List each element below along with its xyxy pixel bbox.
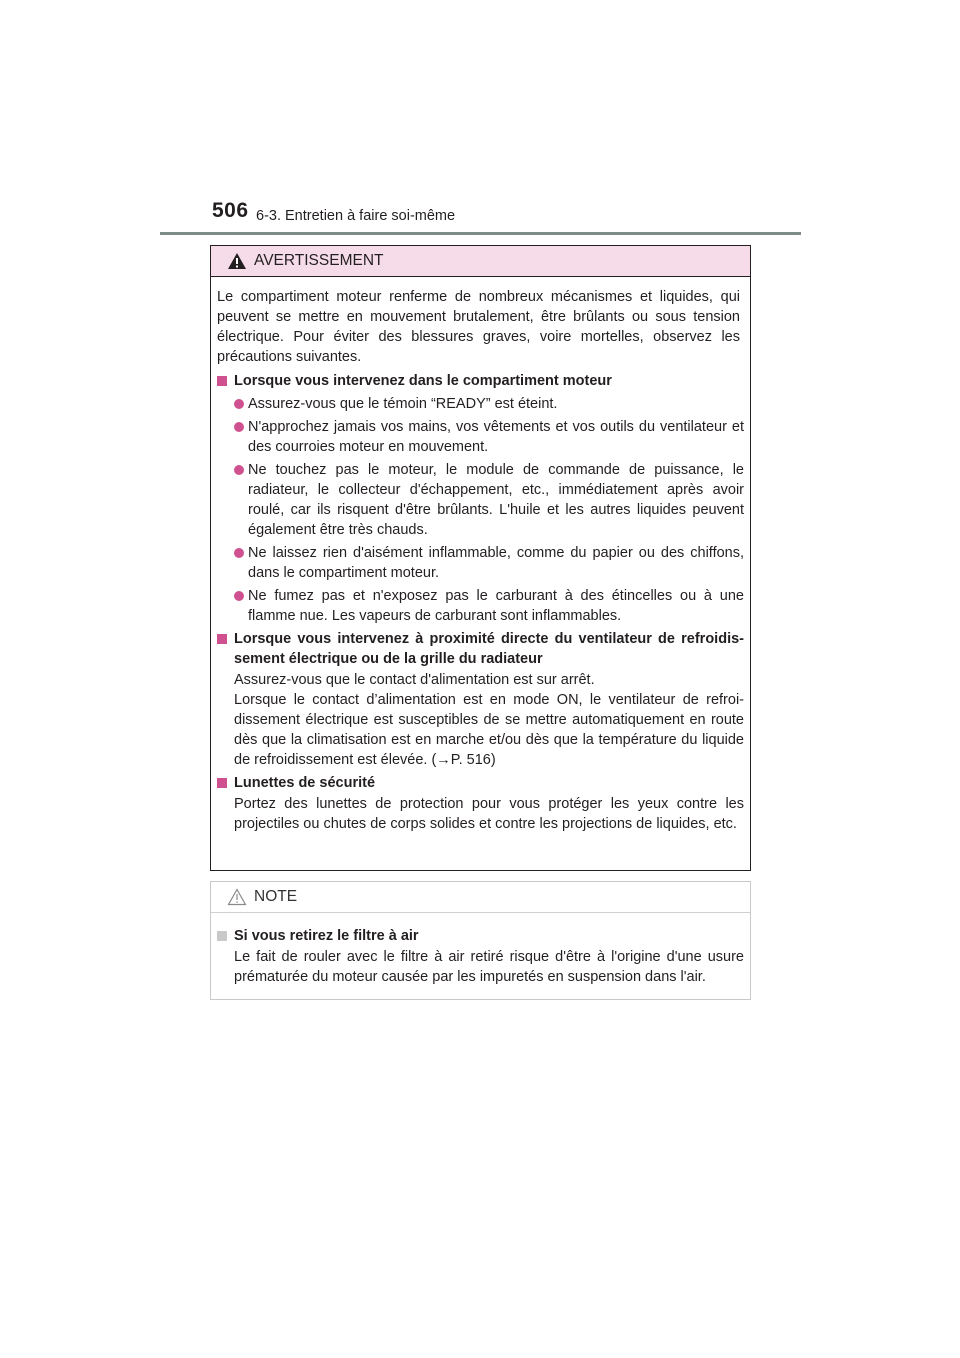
warning-section-safety-glasses <box>217 773 744 834</box>
section-text: Lorsque le contact d’alimentation est en mode ON, le ventilateur de refroi-dissement électrique est susceptibles de se mettre automatiquement en route dès que la climatisation est en marche et/ou dès que la température du liquide de refroidissement est élevée. (→P. 516) <box>234 692 744 768</box>
square-bullet-icon <box>217 778 227 788</box>
page-number: 506 <box>212 199 249 222</box>
round-bullet-icon <box>234 465 244 475</box>
warning-triangle-icon <box>227 252 247 270</box>
note-box <box>210 881 751 1000</box>
note-section-air-filter <box>217 926 744 987</box>
list-item: Ne fumez pas et n'exposez pas le carburant à des étincelles ou à une flamme nue. Les vapeurs de carburant sont inflammables. <box>234 586 744 626</box>
section-text: Assurez-vous que le contact d'alimentation est sur arrêt. <box>234 672 595 688</box>
warning-section-engine-compartment <box>217 371 744 626</box>
section-text: Le fait de rouler avec le filtre à air retiré risque d'être à l'origine d'une usure prématurée du moteur causée par les impuretés en suspension dans l'air. <box>234 949 744 985</box>
list-item: N'approchez jamais vos mains, vos vêtements et vos outils du ventilateur et des courroies moteur en mouvement. <box>234 417 744 457</box>
section-title: Lorsque vous intervenez dans le compartiment moteur <box>234 373 612 389</box>
note-title: NOTE <box>254 888 298 905</box>
warning-section-cooling-fan <box>217 629 744 770</box>
section-title: Si vous retirez le filtre à air <box>234 928 419 944</box>
warning-body <box>211 277 750 834</box>
round-bullet-icon <box>234 591 244 601</box>
warning-box <box>210 245 751 871</box>
square-bullet-icon <box>217 376 227 386</box>
note-body <box>211 913 750 987</box>
square-bullet-icon <box>217 634 227 644</box>
header-rule <box>160 232 801 235</box>
square-bullet-icon <box>217 931 227 941</box>
list-item: Assurez-vous que le témoin “READY” est éteint. <box>234 394 744 414</box>
round-bullet-icon <box>234 548 244 558</box>
warning-intro: Le compartiment moteur renferme de nombreux mécanismes et liquides, qui peuvent se mettre en mouvement brutalement, être brûlants ou sous tension électrique. Pour éviter des blessures graves, voire mortelles, observez les précautions suivantes. <box>217 289 740 365</box>
round-bullet-icon <box>234 399 244 409</box>
round-bullet-icon <box>234 422 244 432</box>
list-item: Ne laissez rien d'aisément inflammable, comme du papier ou des chiffons, dans le compartiment moteur. <box>234 543 744 583</box>
warning-title: AVERTISSEMENT <box>254 252 384 269</box>
warning-header <box>211 246 750 277</box>
page-header <box>0 0 960 240</box>
section-text: Portez des lunettes de protection pour vous protéger les yeux contre les projectiles ou chutes de corps solides et contre les projections de liquides, etc. <box>234 796 744 832</box>
note-header <box>211 882 750 913</box>
section-title: 6-3. Entretien à faire soi-même <box>256 208 456 224</box>
page-reference: (→P. 516) <box>431 752 496 768</box>
section-title: Lorsque vous intervenez à proximité directe du ventilateur de refroidis-sement électrique ou de la grille du radiateur <box>234 631 744 667</box>
list-item: Ne touchez pas le moteur, le module de commande de puissance, le radiateur, le collecteur d'échappement, etc., immédiatement après avoir roulé, car ils risquent d'être brûlants. L'huile et les autres liquides peuvent également être très chauds. <box>234 460 744 540</box>
caution-triangle-icon <box>227 888 247 906</box>
section-title: Lunettes de sécurité <box>234 775 376 791</box>
